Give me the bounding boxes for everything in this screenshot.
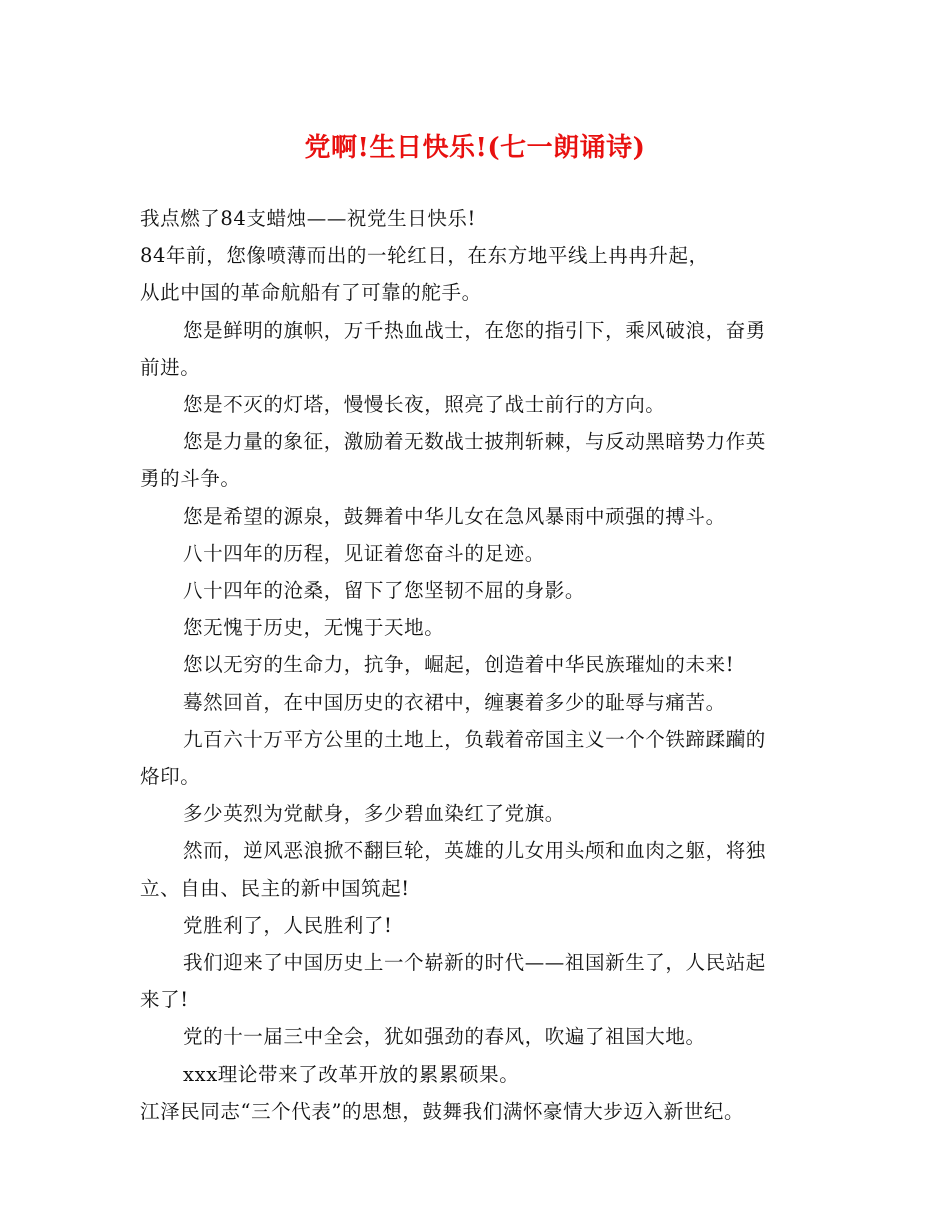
poem-line: 然而，逆风恶浪掀不翻巨轮，英雄的儿女用头颅和血肉之躯，将独 <box>183 839 766 863</box>
poem-paragraph <box>140 423 820 497</box>
page-title: 党啊!生日快乐!(七一朗诵诗) <box>304 133 646 163</box>
poem-line: 多少英烈为党献身，多少碧血染红了党旗。 <box>183 802 565 826</box>
poem-line: 我们迎来了中国历史上一个崭新的时代——祖国新生了，人民站起 <box>183 951 766 975</box>
poem-paragraph <box>140 1093 820 1130</box>
poem-paragraph <box>140 535 820 572</box>
poem-line: 勇的斗争。 <box>140 467 241 491</box>
poem-line: 您以无穷的生命力，抗争，崛起，创造着中华民族璀灿的未来! <box>183 653 735 677</box>
poem-line: 八十四年的沧桑，留下了您坚韧不屈的身影。 <box>183 579 586 603</box>
poem-paragraph <box>140 609 820 646</box>
poem-line: 您是力量的象征，激励着无数战士披荆斩棘，与反动黑暗势力作英 <box>183 430 766 454</box>
poem-paragraph <box>140 795 820 832</box>
poem-paragraph <box>140 907 820 944</box>
poem-line: 您无愧于历史，无愧于天地。 <box>183 616 445 640</box>
poem-paragraph <box>140 684 820 721</box>
poem-line: 您是希望的源泉，鼓舞着中华儿女在急风暴雨中顽强的搏斗。 <box>183 504 726 528</box>
poem-line: 您是鲜明的旗帜，万千热血战士，在您的指引下，乘风破浪，奋勇 <box>183 318 766 342</box>
poem-paragraph <box>140 498 820 535</box>
poem-line: 八十四年的历程，见证着您奋斗的足迹。 <box>183 541 545 565</box>
poem-paragraph <box>140 200 820 237</box>
poem-line: xxx理论带来了改革开放的累累硕果。 <box>183 1062 520 1086</box>
poem-paragraph <box>140 1056 820 1093</box>
poem-line: 前进。 <box>140 355 201 379</box>
poem-line: 从此中国的革命航船有了可靠的舵手。 <box>140 281 482 305</box>
poem-line: 84年前，您像喷薄而出的一轮红日，在东方地平线上冉冉升起， <box>140 244 709 268</box>
poem-line: 立、自由、民主的新中国筑起! <box>140 876 410 900</box>
poem-line: 党的十一届三中全会，犹如强劲的春风，吹遍了祖国大地。 <box>183 1025 706 1049</box>
poem-paragraph <box>140 1018 820 1055</box>
poem-paragraph <box>140 386 820 423</box>
poem-body <box>140 200 820 1130</box>
poem-paragraph <box>140 274 820 311</box>
poem-line: 您是不灭的灯塔，慢慢长夜，照亮了战士前行的方向。 <box>183 393 666 417</box>
poem-paragraph <box>140 646 820 683</box>
poem-paragraph <box>140 312 820 386</box>
poem-line: 蓦然回首，在中国历史的衣裙中，缠裹着多少的耻辱与痛苦。 <box>183 690 726 714</box>
poem-paragraph <box>140 944 820 1018</box>
poem-line: 党胜利了，人民胜利了! <box>183 913 393 937</box>
poem-line: 烙印。 <box>140 765 201 789</box>
poem-paragraph <box>140 572 820 609</box>
poem-line: 江泽民同志“三个代表”的思想，鼓舞我们满怀豪情大步迈入新世纪。 <box>140 1099 745 1123</box>
poem-line: 来了! <box>140 988 189 1012</box>
poem-line: 九百六十万平方公里的土地上，负载着帝国主义一个个铁蹄蹂躏的 <box>183 727 766 751</box>
poem-paragraph <box>140 721 820 795</box>
poem-paragraph <box>140 832 820 906</box>
poem-line: 我点燃了84支蜡烛——祝党生日快乐! <box>140 207 476 230</box>
poem-paragraph <box>140 237 820 274</box>
